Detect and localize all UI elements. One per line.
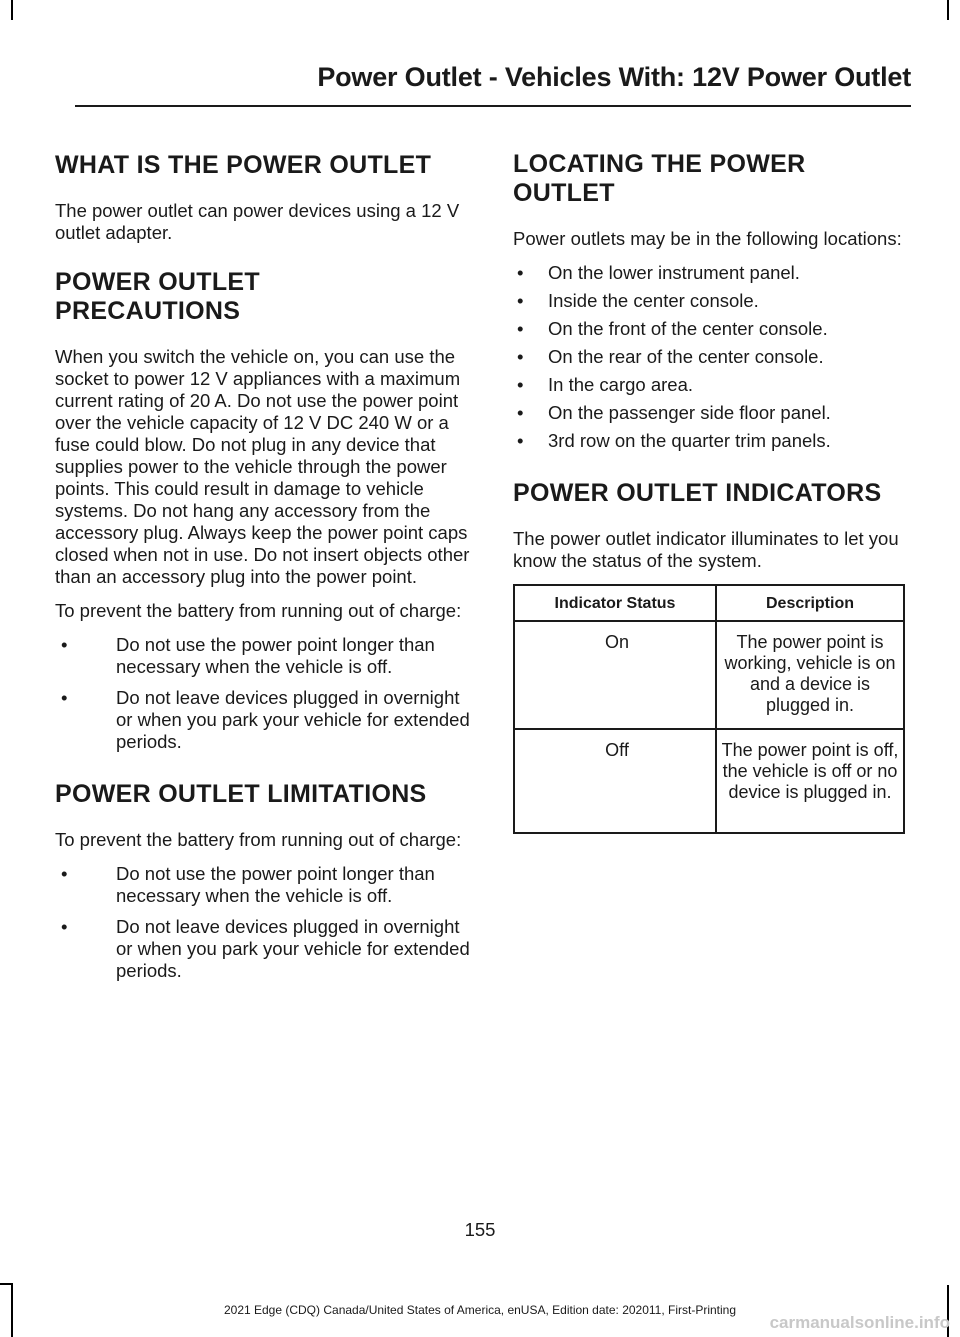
list-item: • On the passenger side floor panel. [517, 402, 831, 423]
table-cell-description: The power point is working, vehicle is on and a device is plugged in. [716, 621, 904, 729]
header-divider [75, 105, 911, 107]
list-item: • On the lower instrument panel. [517, 262, 800, 283]
column-header-description: Description [716, 585, 904, 621]
table-cell-status: On [514, 621, 716, 729]
indicator-status-table [513, 584, 905, 834]
heading-limitations: POWER OUTLET LIMITATIONS [55, 780, 427, 808]
limitations-list [55, 863, 475, 982]
list-item: • On the front of the center console. [517, 318, 828, 339]
list-item: • Inside the center console. [517, 290, 759, 311]
list-item: • 3rd row on the quarter trim panels. [517, 430, 831, 451]
column-header-indicator-status: Indicator Status [514, 585, 716, 621]
table-cell-status: Off [514, 729, 716, 833]
paragraph-limitations-intro: To prevent the battery from running out of charge: [55, 829, 462, 850]
left-column [55, 150, 475, 1008]
watermark: carmanualsonline.info [769, 1313, 950, 1332]
heading-locating-line1: LOCATING THE POWER [513, 150, 806, 178]
table-cell-description: The power point is off, the vehicle is off or no device is plugged in. [716, 729, 904, 833]
page-header-title: Power Outlet - Vehicles With: 12V Power Outlet [317, 62, 911, 92]
list-item: • Do not use the power point longer than necessary when the vehicle is off. [61, 863, 435, 906]
heading-what-is-power-outlet: WHAT IS THE POWER OUTLET [55, 151, 432, 179]
bullet: • [61, 863, 68, 884]
heading-precautions-line2: PRECAUTIONS [55, 297, 241, 325]
bullet: • [61, 916, 68, 937]
table-row [514, 729, 904, 833]
table-header-row [514, 585, 904, 621]
bullet: • [517, 402, 524, 423]
paragraph-precautions: When you switch the vehicle on, you can use the socket to power 12 V appliances with a maximum current rating of 20 A. Do not use the power point over the vehicle capacity of 12 V DC 240 W or a fuse could blow. Do not plug in any device that supplies power to the vehicle through the power points. This could result in damage to vehicle systems. Do not hang any accessory from the accessory plug. Always keep the power point caps closed when not in use. Do not insert objects other than an accessory plug into the power point. [55, 346, 470, 587]
list-item: • Do not use the power point longer than necessary when the vehicle is off. [61, 634, 435, 677]
crop-mark-bottom-left-h [0, 1283, 13, 1285]
list-item: • In the cargo area. [517, 374, 694, 395]
bullet: • [61, 634, 68, 655]
locations-list [513, 262, 908, 452]
list-item: • On the rear of the center console. [517, 346, 824, 367]
edition-footer: 2021 Edge (CDQ) Canada/United States of America, enUSA, Edition date: 202011, First-Printing [223, 1303, 737, 1317]
bullet: • [61, 687, 68, 708]
list-item: • Do not leave devices plugged in overnight or when you park your vehicle for extended periods. [61, 687, 470, 752]
heading-locating-line2: OUTLET [513, 179, 615, 207]
precautions-list [55, 634, 475, 753]
crop-mark-top-left [11, 0, 13, 20]
bullet: • [517, 318, 524, 339]
heading-indicators: POWER OUTLET INDICATORS [513, 479, 882, 507]
heading-locating [513, 150, 908, 208]
right-column [513, 150, 908, 834]
bullet: • [517, 374, 524, 395]
list-item: • Do not leave devices plugged in overnight or when you park your vehicle for extended periods. [61, 916, 470, 981]
bullet: • [517, 430, 524, 451]
bullet: • [517, 346, 524, 367]
bullet: • [517, 290, 524, 311]
bullet: • [517, 262, 524, 283]
page-number: 155 [464, 1219, 496, 1240]
heading-precautions-line1: POWER OUTLET [55, 268, 260, 296]
paragraph-precautions-intro: To prevent the battery from running out of charge: [55, 600, 462, 621]
crop-mark-top-right [947, 0, 949, 20]
paragraph-what-is: The power outlet can power devices using a 12 V outlet adapter. [55, 200, 460, 243]
paragraph-indicators: The power outlet indicator illuminates to let you know the status of the system. [513, 528, 899, 571]
heading-precautions [55, 268, 475, 326]
table-row [514, 621, 904, 729]
paragraph-locations-intro: Power outlets may be in the following locations: [513, 228, 902, 249]
